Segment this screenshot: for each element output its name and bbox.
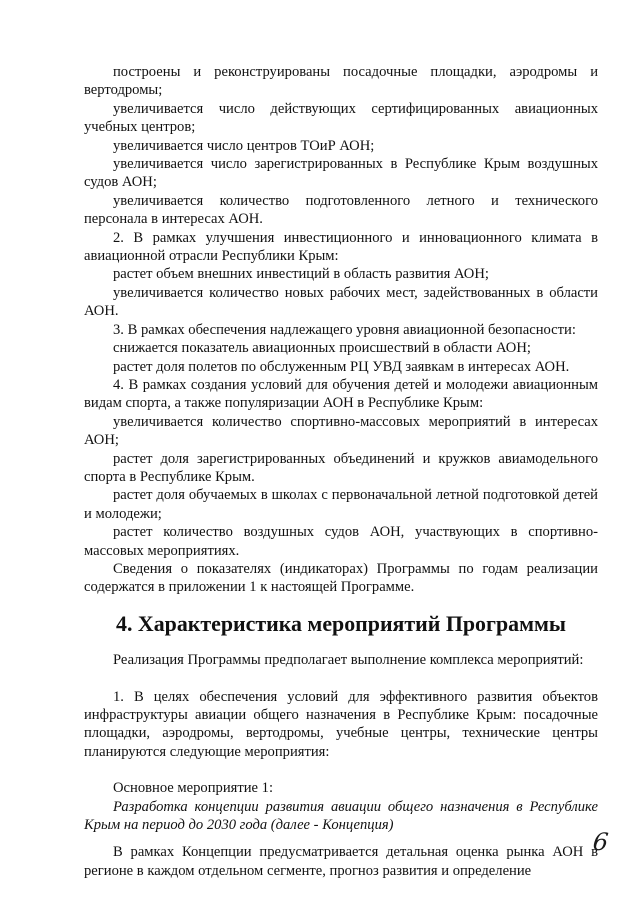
list-item-new-jobs: увеличивается количество новых рабочих мест, задействованных в области АОН. [84, 284, 598, 320]
list-item-sport-events: увеличивается количество спортивно-массовых мероприятий в интересах АОН; [84, 413, 598, 449]
main-activity-label: Основное мероприятие 1: [113, 780, 274, 797]
list-item-mro-centers: увеличивается число центров ТОиР АОН; [113, 137, 375, 154]
list-item-built-sites: построены и реконструированы посадочные площадки, аэродромы и вертодромы; [84, 64, 598, 99]
list-item-registered-aircraft: увеличивается число зарегистрированных в Республике Крым воздушных судов АОН; [84, 156, 598, 191]
list-item-model-clubs: растет доля зарегистрированных объединений и кружков авиамодельного спорта в Республике Крым. [84, 450, 598, 485]
concept-description: В рамках Концепции предусматривается детальная оценка рынка АОН в регионе в каждом отдельном сегменте, прогноз развития и определение [84, 844, 598, 879]
section-heading: 4. Характеристика мероприятий Программы [116, 610, 566, 636]
list-item-incident-rate: снижается показатель авиационных происшествий в области АОН; [113, 340, 531, 357]
list-item-training-centers: увеличивается число действующих сертифицированных авиационных учебных центров; [84, 100, 598, 136]
handwritten-page-number: 6 [591, 828, 610, 856]
goal-4-youth-aviation-sport: 4. В рамках создания условий для обучения детей и молодежи авиационным видам спорта, а также популяризации АОН в Республике Крым: [84, 376, 598, 412]
list-item-atc-flights: растет доля полетов по обслуженным РЦ УВД заявкам в интересах АОН. [113, 358, 570, 375]
indicators-reference: Сведения о показателях (индикаторах) Программы по годам реализации содержатся в приложении 1 к настоящей Программе. [84, 560, 598, 596]
list-item-school-pilot-training: растет доля обучаемых в школах с первоначальной летной подготовкой детей и молодежи; [84, 487, 598, 522]
goal-3-aviation-safety: 3. В рамках обеспечения надлежащего уровня авиационной безопасности: [113, 321, 576, 338]
list-item-sport-aircraft: растет количество воздушных судов АОН, участвующих в спортивно-массовых мероприятиях. [84, 524, 598, 559]
list-item-trained-personnel: увеличивается количество подготовленного летного и технического персонала в интересах АОН. [84, 192, 598, 228]
document-body [84, 63, 598, 880]
main-activity-title: Разработка концепции развития авиации общего назначения в Республике Крым на период до 2030 года (далее - Концепция) [84, 798, 598, 834]
activity-group-1: 1. В целях обеспечения условий для эффективного развития объектов инфраструктуры авиации общего назначения в Республике Крым: посадочные площадки, аэродромы, вертодромы, учебные центры, технические центры планируются следующие мероприятия: [84, 688, 598, 760]
activities-intro: Реализация Программы предполагает выполнение комплекса мероприятий: [113, 652, 584, 669]
list-item-external-investment: растет объем внешних инвестиций в область развития АОН; [113, 266, 489, 283]
goal-2-investment-climate: 2. В рамках улучшения инвестиционного и инновационного климата в авиационной отрасли Республики Крым: [84, 229, 598, 265]
